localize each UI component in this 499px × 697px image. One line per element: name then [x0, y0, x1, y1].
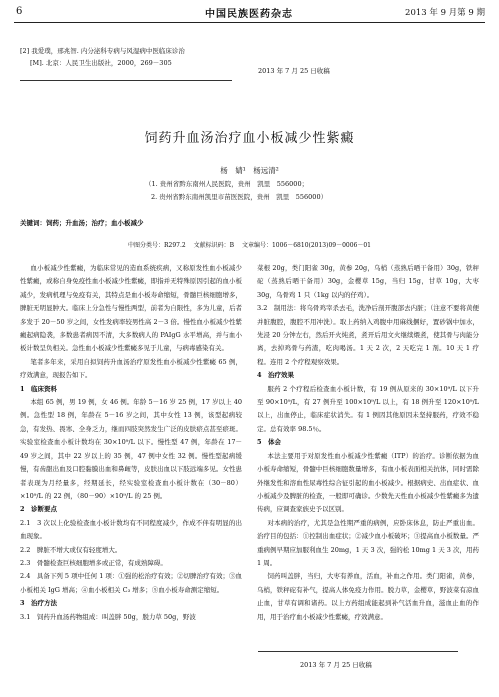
- body-paragraph: 菜根 20g，类门阳雀 30g，黄参 20g，乌梢（蒸熟后晒干备用）30g，铁秤砣（蒸熟后晒干备用）30g，金樱草 15g，当归 15g，甘草 10g，大枣 30g，乌骨鸡 1 只（1kg 以内的仔鸡）。: [257, 264, 479, 299]
- body-paragraph: 本法主要用于对原发性血小板减少性紫癜（ITP）的治疗。诊断依据为血小板寿命缩短，骨髓中巨核细胞数量增多，有血小板表面相关抗体，同时需除外继发性和溶血性尿毒性综合征引起的血小板减少。根据病史、出血症状、血小板减少及脾脏的检查，一般即可确诊。少数先天性血小板减少性紫癜多为遗传病，应调查家族史予以区别。: [257, 451, 479, 514]
- page-number: 6: [16, 6, 23, 17]
- body-paragraph: 服药 2 个疗程后检查血小板计数，有 19 例从原来的 30×10⁹/L 以下升至 90×10⁹/L，有 27 例升至 100×10⁹/L 以上，有 18 例升至 120×10⁹/L 以上，出血停止，临床症状消失。有 1 例因其他原因未坚持服药，疗效不稳定。总有效率 98.5％。: [257, 384, 479, 433]
- article-title: 饲药升血汤治疗血小板减少性紫癜: [144, 131, 355, 146]
- body-paragraph: 3.2 制用法：将乌骨鸡宰杀去毛，洗净后剖开腹部去内脏；（注意不要将黄便并脏腹腔，腹腔不用冲洗）。取上药纳入鸡腹中用麻线捆好，置砂锅中加水，先浸 20 分钟左右，然后开火炖煮，煮开后用文火继续煨煮，使其骨与肉能分离，去掉鸡骨与药渣，吃肉喝汤。1 天 2 次，2 天吃完 1 剂。10 天 1 疗程。连用 2 个疗程观察效果。: [257, 304, 479, 366]
- body-paragraph: 本组 65 例，男 19 例，女 46 例。年龄 5－16 岁 25 例，17 岁以上 40 例。急性型 18 例，年龄在 5－16 岁之间，其中女性 13 例，该型起病较急，有发热、畏寒、全身乏力，继而四肢突然发生广泛的皮肤瘀点甚至瘀斑。实验室检查血小板计数均在 30×10⁹/L 以下。慢性型 47 例，年龄在 17－49 岁之间，其中 22 岁以上的 35 例，47 例中女性 32 例。慢性型起病缓慢，有齿龈出血及口腔黏膜出血和鼻衄等，皮肤出血以下肢远端多见。女性患者表现为月经量多，经期延长，经实验室检查血小板计数在（30－80）×10⁹/L 的 22 例，（80－90）×10⁹/L 的 25 例。: [20, 398, 242, 500]
- body-paragraph: 2.2 脾脏不增大或仅有轻度增大。: [20, 545, 122, 554]
- reference-line-2: [M]. 北京：人民卫生出版社，2000，269－305: [30, 59, 172, 67]
- section-heading: 1 临床资料: [20, 384, 58, 393]
- reference-entry: [20, 45, 235, 69]
- body-paragraph: 笔者多年来，采用自拟饲药升血汤治疗原发性血小板减少性紫癜 65 例，疗效满意，现报告如下。: [20, 357, 242, 380]
- section-heading: 2 诊断要点: [20, 505, 58, 514]
- right-column: [257, 262, 479, 624]
- section-heading: 3 治疗方法: [20, 599, 58, 608]
- body-paragraph: 2.3 骨髓检查巨核细胞增多或正常，有成熟障碍。: [20, 558, 167, 567]
- article-number: 文章编号：1006－6810(2013)09－0006－01: [241, 242, 371, 249]
- classification-line: [0, 240, 499, 249]
- received-date-bottom: 2013 年 7 月 25 日收稿: [300, 661, 372, 669]
- clc-number: 中图分类号：R297.2: [128, 242, 186, 249]
- affiliation-2: 2. 贵州省黔东南州凯里市苗医医院，贵州 凯里 556000）: [151, 193, 328, 201]
- author-names: 杨 婧¹ 杨远清²: [220, 166, 279, 175]
- body-paragraph: 血小板减少性紫癜，为临床常见的造血系统疾病，又称原发性血小板减少性紫癜，或称自身免疫性血小板减少性紫癜，即指并无特殊原因引起的血小板减少，发病机理与免疫有关，其特点是血小板寿命缩短，骨髓巨核细胞增多，脾脏无明显肿大。临床上分急性与慢性两型，前者为自限性，多为儿童，后者多发于 20－50 岁之间，女性发病率较男性高 2－3 倍。慢性血小板减少性紫癜起病隐袭，多数患者病因不清，大多数病人的 PAIgG 水平增高，并与血小板计数呈负相关。急性血小板减少性紫癜多见于儿童，与病毒感染有关。: [20, 264, 242, 353]
- running-header: [0, 0, 499, 22]
- body-paragraph: 饲药叫盖胖，当归，大枣有养血，活血，补血之作用。类门阳雀，黄参，乌梢，铁秤砣有补气，提高人体免疫力作用。脱力草，金樱草，野波菜有凉血止血，甘草有调和诸药。以上方药组成能起到补气活血升血，滋血止血的作用，用于治疗血小板减少性紫癜，疗效满意。: [257, 572, 479, 621]
- header-rule: [14, 22, 485, 23]
- author-affiliations: [145, 178, 405, 204]
- reference-divider: [20, 80, 232, 81]
- footer-divider: [258, 651, 458, 652]
- document-code: 文献标识码：B: [193, 242, 235, 249]
- journal-name: 中国民族医药杂志: [205, 9, 293, 20]
- issue-date: 2013 年 9 月第 9 期: [405, 8, 485, 18]
- left-column: [20, 262, 242, 624]
- body-paragraph: 对本病的治疗，尤其是急性期严重的病例，应卧床休息，防止严重出血。治疗目的包括：①控制出血症状；②减少血小板破坏；③提高血小板数量。严重病例早期应加服利血生 20mg，1 天 3 次，强的松 10mg 1 天 3 次，用药 1 周。: [257, 518, 479, 567]
- section-heading: 5 体会: [257, 438, 282, 447]
- affiliation-1: （1. 贵州省黔东南州人民医院，贵州 凯里 556000；: [145, 180, 309, 188]
- reference-line-1: [2] 我爱璞，邢兆智. 内分泌科专病与风湿病中医临床诊治: [20, 47, 185, 55]
- section-heading: 4 治疗效果: [257, 371, 295, 380]
- body-paragraph: 3.1 饲药升血汤药物组成：叫盖胖 50g，脱力草 50g，野波: [20, 612, 196, 621]
- body-paragraph: 2.4 具备下列 5 项中任何 1 项：①强的松治疗有效；②切脾治疗有效；③血小板相关 IgG 增高；④血小板相关 C₃ 增多；⑤血小板寿命测定缩短。: [20, 572, 242, 594]
- body-paragraph: 2.1 3 次以上化验检查血小板计数均有不同程度减少，作成不伴有明显的出血现象。: [20, 518, 242, 541]
- received-date-top: 2013 年 7 月 25 日收稿: [258, 67, 330, 75]
- keywords: 关键词：饲药；升血汤；治疗；血小板减少: [20, 219, 144, 227]
